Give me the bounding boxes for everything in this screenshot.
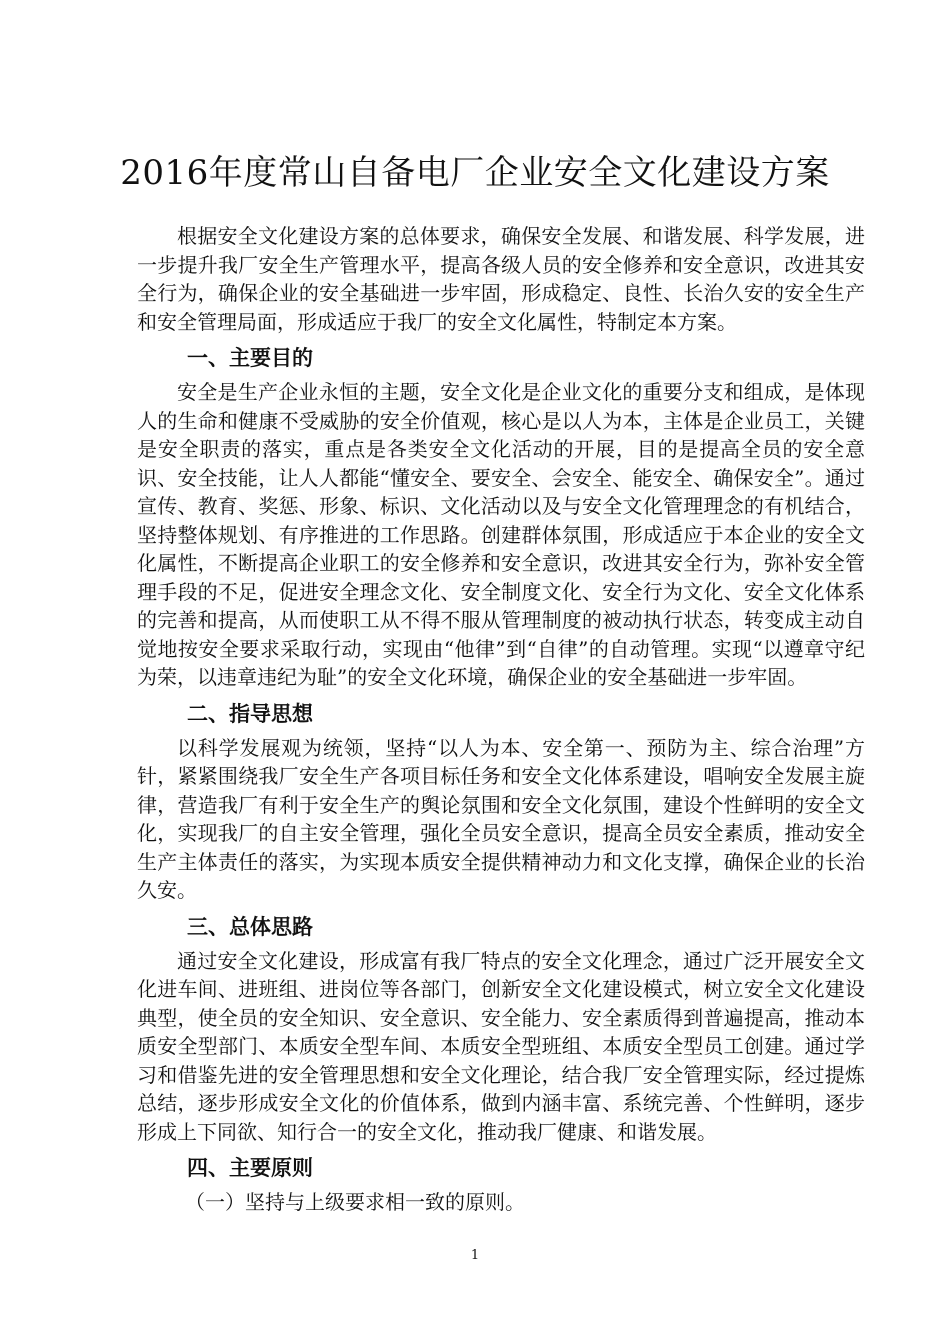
intro-paragraph: 根据安全文化建设方案的总体要求，确保安全发展、和谐发展、科学发展，进一步提升我厂安全生产管理水平，提高各级人员的安全修养和安全意识，改进其安全行为，确保企业的安全基础进一步牢固，形成稳定、良性、长治久安的安全生产和安全管理局面，形成适应于我厂的安全文化属性，特制定本方案。: [137, 224, 865, 334]
principle-item-1: （一）坚持与上级要求相一致的原则。: [185, 1190, 525, 1214]
section-text-purpose: 安全是生产企业永恒的主题，安全文化是企业文化的重要分支和组成，是体现人的生命和健康不受威胁的安全价值观，核心是以人为本，主体是企业员工，关键是安全职责的落实，重点是各类安全文化活动的开展，目的是提高全员的安全意识、安全技能，让人人都能“懂安全、要安全、会安全、能安全、确保安全”。通过宣传、教育、奖惩、形象、标识、文化活动以及与安全文化管理理念的有机结合，坚持整体规划、有序推进的工作思路。创建群体氛围，形成适应于本企业的安全文化属性，不断提高企业职工的安全修养和安全意识，改进其安全行为，弥补安全管理手段的不足，促进安全理念文化、安全制度文化、安全行为文化、安全文化体系的完善和提高，从而使职工从不得不服从管理制度的被动执行状态，转变成主动自觉地按安全要求采取行动，实现由“他律”到“自律”的自动管理。实现“以遵章守纪为荣，以违章违纪为耻”的安全文化环境，确保企业的安全基础进一步牢固。: [137, 380, 865, 689]
document-title: 2016年度常山自备电厂企业安全文化建设方案: [120, 152, 830, 193]
section-heading-purpose: 一、主要目的: [187, 346, 313, 370]
section-text-overall-approach: 通过安全文化建设，形成富有我厂特点的安全文化理念，通过广泛开展安全文化进车间、进班组、进岗位等各部门，创新安全文化建设模式，树立安全文化建设典型，使全员的安全知识、安全意识、安全能力、安全素质得到普遍提高，推动本质安全型部门、本质安全型车间、本质安全型班组、本质安全型员工创建。通过学习和借鉴先进的安全管理思想和安全文化理论，结合我厂安全管理实际，经过提炼总结，逐步形成安全文化的价值体系，做到内涵丰富、系统完善、个性鲜明，逐步形成上下同欲、知行合一的安全文化，推动我厂健康、和谐发展。: [137, 948, 865, 1144]
section-heading-guiding-ideology: 二、指导思想: [187, 701, 313, 726]
section-heading-overall-approach: 三、总体思路: [187, 914, 313, 939]
document-body: [137, 222, 865, 1217]
page-number: 1: [470, 1248, 480, 1263]
section-text-guiding-ideology: 以科学发展观为统领，坚持“以人为本、安全第一、预防为主、综合治理”方针，紧紧围绕我厂安全生产各项目标任务和安全文化体系建设，唱响安全发展主旋律，营造我厂有利于安全生产的舆论氛围和安全文化氛围，建设个性鲜明的安全文化，实现我厂的自主安全管理，强化全员安全意识，提高全员安全素质，推动安全生产主体责任的落实，为实现本质安全提供精神动力和文化支撑，确保企业的长治久安。: [137, 735, 865, 902]
section-heading-main-principles: 四、主要原则: [187, 1156, 313, 1180]
